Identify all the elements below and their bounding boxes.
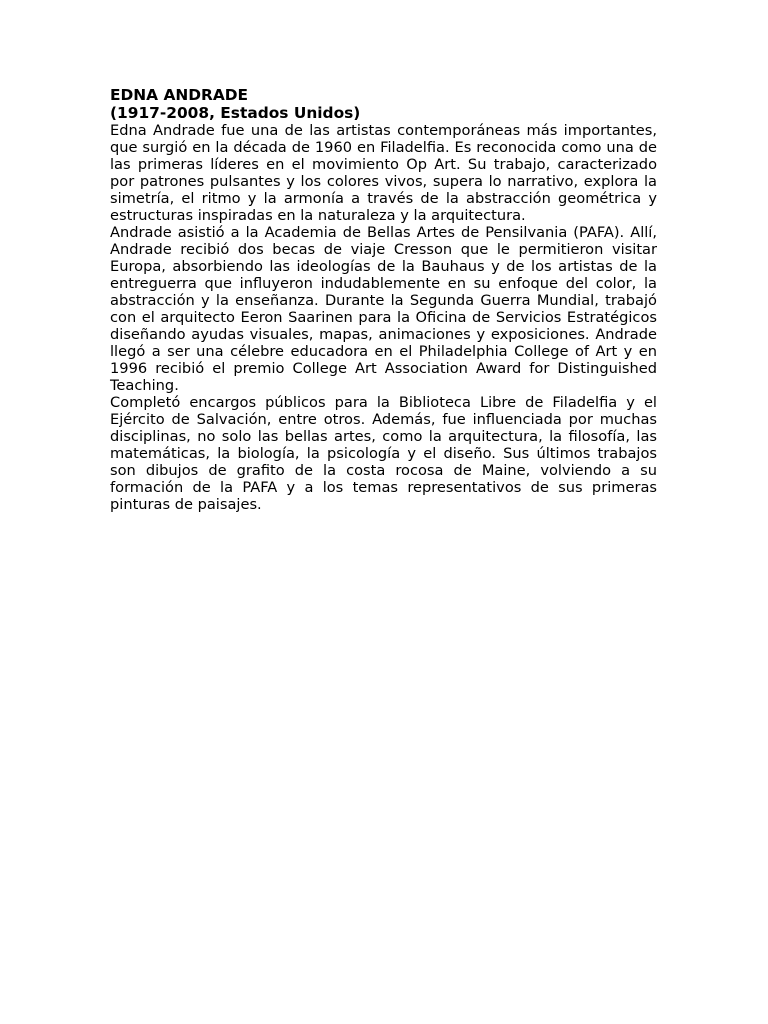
paragraph-3: Completó encargos públicos para la Biblioteca Libre de Filadelfia y el Ejército de Salvación, entre otros. Además, fue influenciada por muchas disciplinas, no solo las bellas artes, como la arquitectura, la filosofía, las matemáticas, la biología, la psicología y el diseño. Sus últimos trabajos son dibujos de grafito de la costa rocosa de Maine, volviendo a su formación de la PAFA y a los temas representativos de sus primeras pinturas de paisajes. [110,394,657,513]
document-title: EDNA ANDRADE [110,86,249,104]
document-page [110,86,657,513]
paragraph-2: Andrade asistió a la Academia de Bellas Artes de Pensilvania (PAFA). Allí, Andrade recibió dos becas de viaje Cresson que le permitieron visitar Europa, absorbiendo las ideologías de la Bauhaus y de los artistas de la entreguerra que influyeron indudablemente en su enfoque del color, la abstracción y la enseñanza. Durante la Segunda Guerra Mundial, trabajó con el arquitecto Eeron Saarinen para la Oficina de Servicios Estratégicos diseñando ayudas visuales, mapas, animaciones y exposiciones. Andrade llegó a ser una célebre educadora en el Philadelphia College of Art y en 1996 recibió el premio College Art Association Award for Distinguished Teaching. [110,224,657,394]
document-subtitle: (1917-2008, Estados Unidos) [110,104,361,122]
paragraph-1: Edna Andrade fue una de las artistas contemporáneas más importantes, que surgió en la década de 1960 en Filadelfia. Es reconocida como una de las primeras líderes en el movimiento Op Art. Su trabajo, caracterizado por patrones pulsantes y los colores vivos, supera lo narrativo, explora la simetría, el ritmo y la armonía a través de la abstracción geométrica y estructuras inspiradas en la naturaleza y la arquitectura. [110,122,657,224]
